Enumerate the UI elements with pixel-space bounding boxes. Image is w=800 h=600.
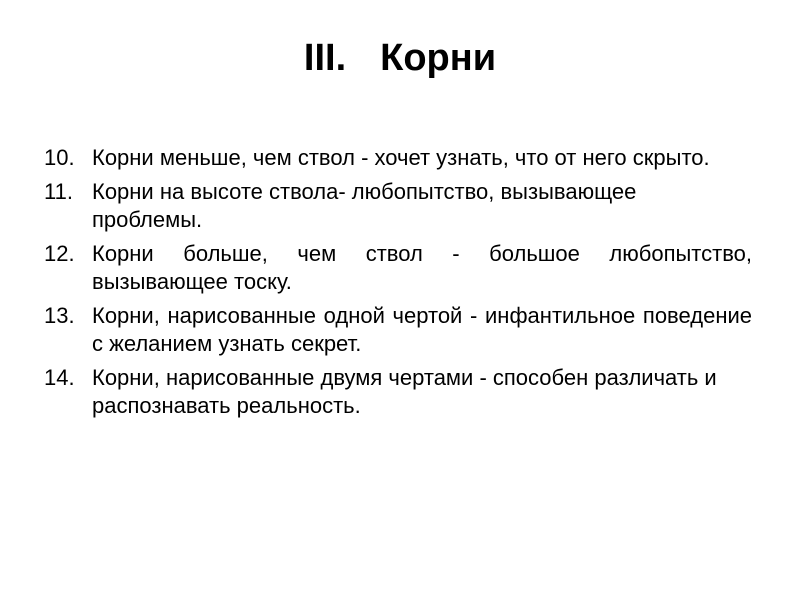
item-number: 14.: [44, 365, 75, 390]
list-item: [44, 302, 752, 358]
numbered-list: [44, 144, 752, 426]
list-item: [44, 144, 752, 172]
title-text: Корни: [380, 37, 497, 79]
item-number: 12.: [44, 241, 75, 266]
slide-title: [0, 32, 800, 84]
item-text: Корни на высоте ствола- любопытство, вызывающее проблемы.: [92, 179, 637, 232]
list-item: [44, 178, 752, 234]
title-numeral: III.: [303, 37, 347, 79]
item-text: Корни, нарисованные одной чертой - инфантильное поведение с желанием узнать секрет.: [92, 303, 752, 356]
item-text: Корни меньше, чем ствол - хочет узнать, что от него скрыто.: [92, 145, 710, 170]
list-item: [44, 240, 752, 296]
item-number: 10.: [44, 145, 75, 170]
item-text: Корни, нарисованные двумя чертами - способен различать и распознавать реальность.: [92, 365, 717, 418]
item-text: Корни больше, чем ствол - большое любопытство, вызывающее тоску.: [92, 241, 752, 294]
item-number: 13.: [44, 303, 75, 328]
item-number: 11.: [44, 179, 73, 204]
list-item: [44, 364, 752, 420]
